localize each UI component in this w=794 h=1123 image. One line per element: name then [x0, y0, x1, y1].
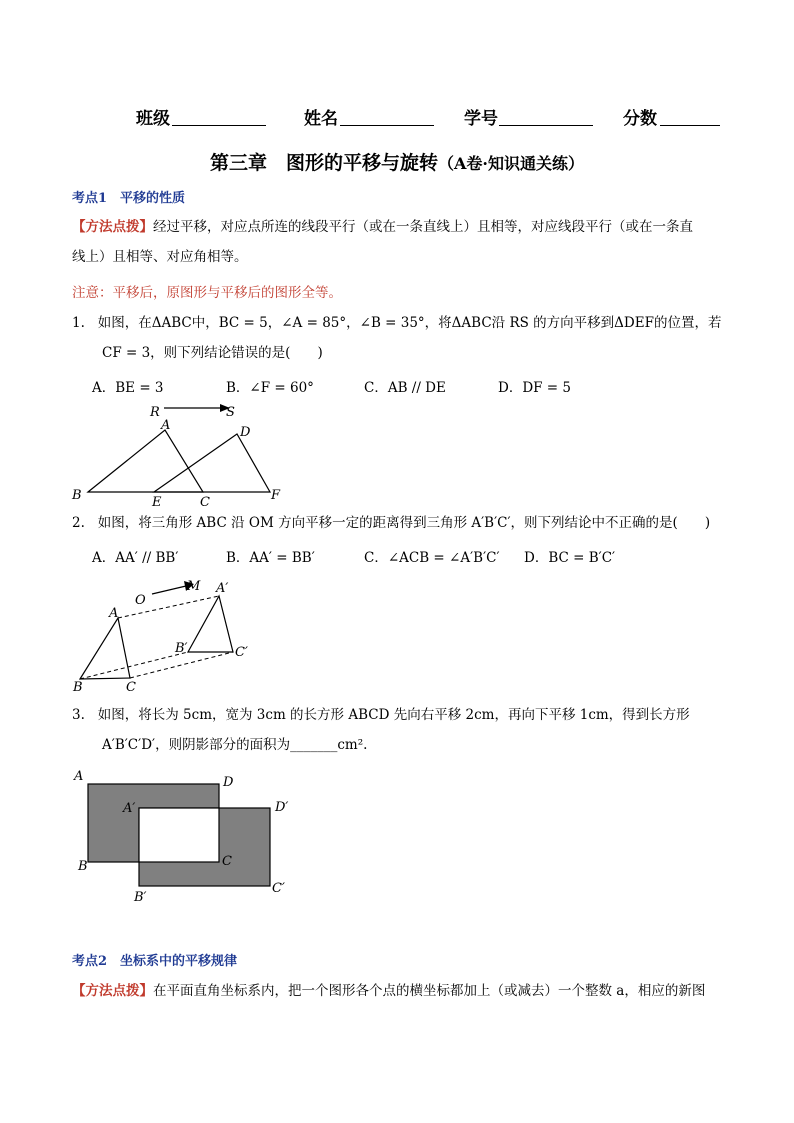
label-c-prime: C′: [235, 645, 248, 660]
label-b: B: [73, 680, 83, 695]
section1-note: 注意：平移后，原图形与平移后的图形全等。: [72, 285, 342, 301]
header-row: [0, 104, 794, 130]
q1-text-2: CF = 3，则下列结论错误的是( ): [102, 345, 323, 361]
label-a-prime: A′: [123, 801, 136, 816]
q1-option-c[interactable]: C．AB // DE: [364, 380, 446, 396]
label-b-prime: B′: [175, 641, 188, 656]
q1-option-a[interactable]: A．BE = 3: [92, 380, 164, 396]
label-f: F: [271, 488, 281, 503]
question-1: [72, 308, 732, 368]
q1-num: 1.: [72, 315, 85, 331]
q3-text-2: A′B′C′D′，则阴影部分的面积为_______cm².: [102, 737, 368, 753]
q3-figure: [68, 764, 308, 914]
id-label: 学号: [464, 109, 498, 129]
triangle-def: [154, 434, 270, 492]
triangle-abc: [88, 430, 203, 492]
q2-option-c[interactable]: C．∠ACB = ∠A′B′C′: [364, 550, 500, 566]
label-d: D: [240, 425, 251, 440]
triangle-abc-2: [80, 618, 130, 679]
name-label: 姓名: [304, 109, 338, 129]
q2-option-a[interactable]: A．AA′ // BB′: [92, 550, 179, 566]
method-text-1: 经过平移，对应点所连的线段平行（或在一条直线上）且相等，对应线段平行（或在一条直: [153, 219, 693, 235]
label-r: R: [150, 405, 160, 420]
q3-text-1: 如图，将长为 5cm，宽为 3cm 的长方形 ABCD 先向右平移 2cm，再向下平移 1cm，得到长方形: [97, 707, 690, 723]
title-main: 第三章 图形的平移与旋转: [209, 152, 438, 174]
label-b-prime: B′: [134, 890, 147, 905]
class-blank[interactable]: [172, 125, 266, 126]
section1-method: [72, 212, 732, 272]
page-title: [0, 148, 794, 175]
label-s: S: [226, 405, 235, 420]
overlap-region: [139, 808, 219, 862]
label-c: C: [222, 854, 232, 869]
name-blank[interactable]: [340, 125, 434, 126]
label-m: M: [187, 579, 201, 594]
q2-option-d[interactable]: D．BC = B′C′: [524, 550, 616, 566]
q1-figure: [60, 396, 300, 508]
method-tag-2: 【方法点拨】: [72, 983, 153, 999]
label-d-prime: D′: [275, 800, 289, 815]
dashed-aa2: [118, 596, 219, 618]
q3-num: 3.: [72, 707, 85, 723]
label-d: D: [223, 775, 234, 790]
label-c-prime: C′: [272, 881, 285, 896]
question-3: [72, 700, 732, 760]
section2-heading: 考点2 坐标系中的平移规律: [72, 954, 238, 969]
id-blank[interactable]: [499, 125, 593, 126]
q2-num: 2.: [72, 515, 85, 531]
label-e: E: [152, 495, 162, 508]
label-c: C: [200, 495, 210, 508]
label-c: C: [126, 680, 136, 695]
label-a: A: [161, 418, 171, 433]
q1-option-b[interactable]: B．∠F = 60°: [226, 380, 314, 396]
label-b: B: [78, 859, 88, 874]
q1-option-d[interactable]: D．DF = 5: [498, 380, 571, 396]
om-arrow-line: [152, 586, 186, 594]
label-a-prime: A′: [216, 581, 229, 596]
label-o: O: [135, 593, 146, 608]
q2-option-b[interactable]: B．AA′ = BB′: [226, 550, 315, 566]
class-label: 班级: [136, 109, 170, 129]
label-a: A: [109, 606, 119, 621]
method-text-2b: 在平面直角坐标系内，把一个图形各个点的横坐标都加上（或减去）一个整数 a，相应的新图: [153, 983, 706, 999]
label-a: A: [74, 769, 84, 784]
q2-text: 如图，将三角形 ABC 沿 OM 方向平移一定的距离得到三角形 A′B′C′，则下列结论中不正确的是( ): [97, 515, 711, 531]
method-tag: 【方法点拨】: [72, 219, 153, 235]
method-text-2: 线上）且相等、对应角相等。: [72, 249, 248, 265]
dashed-bb2: [80, 652, 188, 679]
section2-method: [72, 976, 752, 1006]
score-blank[interactable]: [660, 125, 720, 126]
q1-text-1: 如图，在ΔABC中，BC = 5，∠A = 85°，∠B = 35°，将ΔABC沿 RS 的方向平移到ΔDEF的位置，若: [97, 315, 722, 331]
triangle-a2b2c2: [188, 596, 233, 652]
title-sub: （A卷·知识通关练）: [438, 154, 584, 173]
q2-figure: [68, 572, 268, 696]
label-b: B: [72, 488, 82, 503]
score-label: 分数: [623, 109, 657, 129]
section1-heading: 考点1 平移的性质: [72, 191, 186, 206]
question-2: [72, 508, 732, 538]
